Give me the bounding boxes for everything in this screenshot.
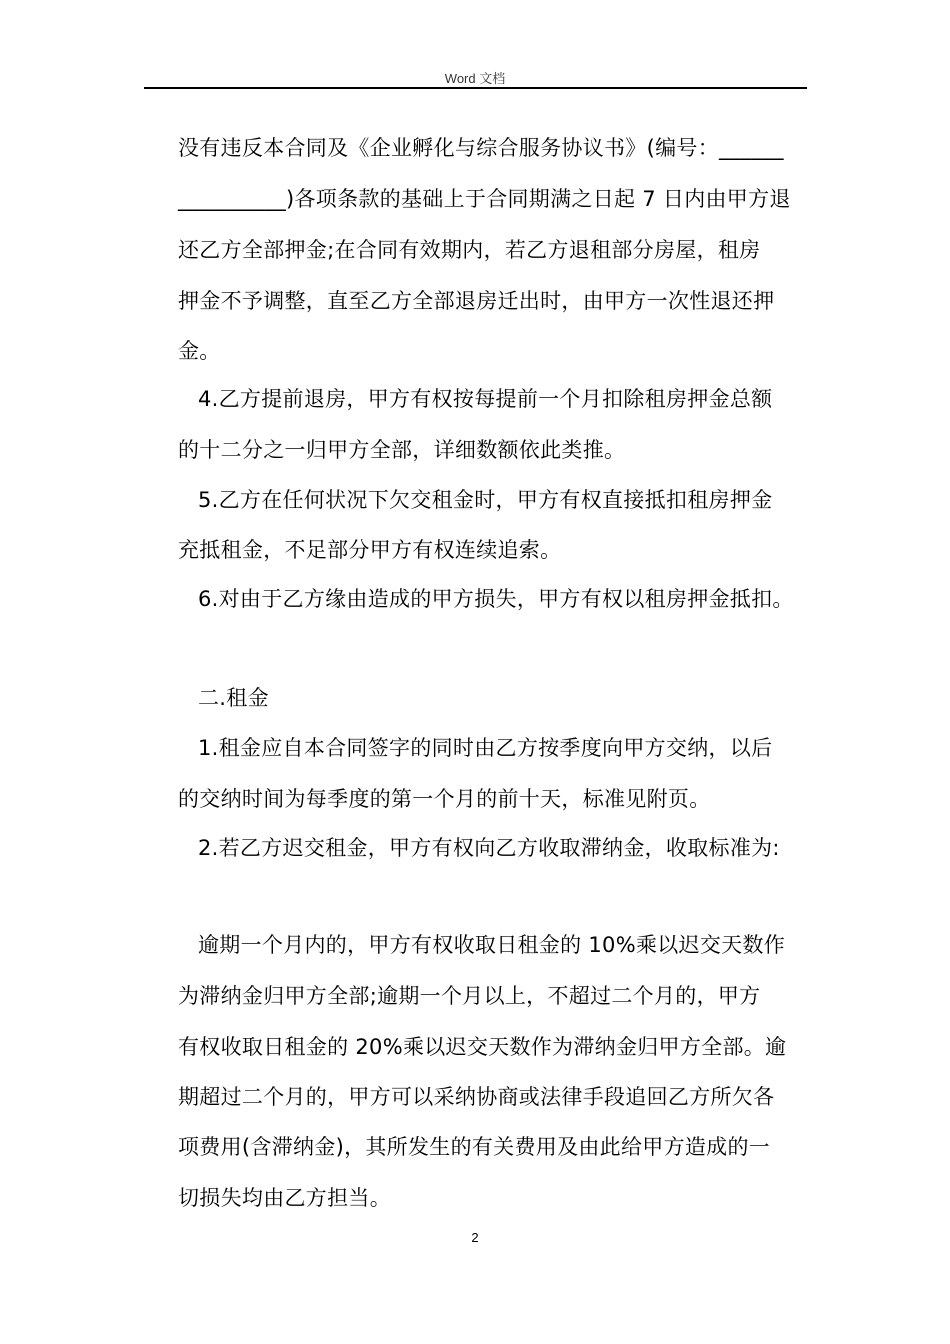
header-title: Word 文档 [444, 71, 506, 86]
body-line: 项费用(含滞纳金)，其所发生的有关费用及由此给甲方造成的一 [178, 1135, 771, 1159]
body-line: 为滞纳金归甲方全部;逾期一个月以上，不超过二个月的，甲方 [178, 984, 761, 1008]
body-line: 6.对由于乙方缘由造成的甲方损失，甲方有权以租房押金抵扣。 [198, 587, 794, 611]
body-line: 押金不予调整，直至乙方全部退房迁出时，由甲方一次性退还押 [178, 289, 775, 313]
body-line: 逾期一个月内的，甲方有权收取日租金的 10%乘以迟交天数作 [198, 933, 786, 957]
body-line: 2.若乙方迟交租金，甲方有权向乙方收取滞纳金，收取标准为: [198, 836, 780, 860]
body-line: 有权收取日租金的 20%乘以迟交天数作为滞纳金归甲方全部。逾 [178, 1035, 787, 1059]
body-line: 期超过二个月的，甲方可以采纳协商或法律手段追回乙方所欠各 [178, 1085, 775, 1109]
header-divider [144, 87, 807, 89]
body-line: __________)各项条款的基础上于合同期满之日起 7 日内由甲方退 [178, 187, 791, 211]
body-line: 的交纳时间为每季度的第一个月的前十天，标准见附页。 [178, 787, 711, 811]
body-line: 充抵租金，不足部分甲方有权连续追索。 [178, 538, 562, 562]
section-heading: 二.租金 [198, 686, 269, 710]
page-number: 2 [471, 1230, 479, 1245]
body-line: 没有违反本合同及《企业孵化与综合服务协议书》(编号：______ [178, 136, 784, 160]
body-line: 金。 [178, 339, 221, 363]
body-line: 的十二分之一归甲方全部，详细数额依此类推。 [178, 438, 626, 462]
body-line: 4.乙方提前退房，甲方有权按每提前一个月扣除租房押金总额 [198, 387, 773, 411]
body-line: 1.租金应自本合同签字的同时由乙方按季度向甲方交纳，以后 [198, 736, 773, 760]
body-line: 5.乙方在任何状况下欠交租金时，甲方有权直接抵扣租房押金 [198, 488, 773, 512]
body-line: 切损失均由乙方担当。 [178, 1186, 391, 1210]
body-line: 还乙方全部押金;在合同有效期内，若乙方退租部分房屋，租房 [178, 238, 761, 262]
